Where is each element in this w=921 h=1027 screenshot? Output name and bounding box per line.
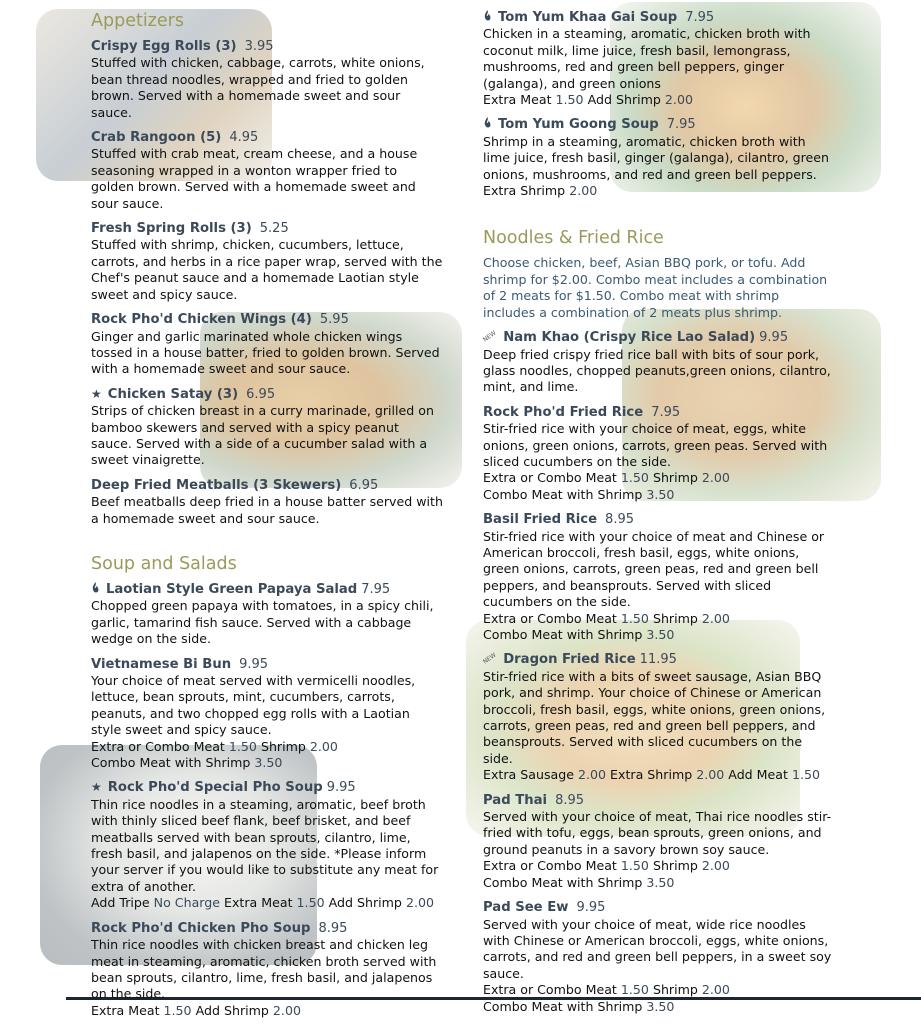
extra-label: Extra Shrimp [483,183,566,199]
extra-label: Extra or Combo Meat [483,858,617,874]
extra-price: 2.00 [701,470,730,486]
extra-price: 1.50 [296,895,325,911]
item-name: Rock Pho'd Chicken Pho Soup [91,920,311,936]
star-icon: ★ [91,780,102,795]
item-description: Ginger and garlic marinated whole chicken wings tossed in a house batter, fried to golden brown. Served with a homemade sweet and sour sauce. [91,328,440,377]
item-price: 8.95 [318,920,348,936]
soup-salads-heading: Soup and Salads [91,553,237,574]
extra-label: Add Shrimp [328,895,402,911]
extra-label: Shrimp [652,858,698,874]
noodles-heading: Noodles & Fried Rice [483,228,664,249]
extra-price: 2.00 [701,858,730,874]
extra-price: 3.50 [646,998,675,1014]
extra-label: Combo Meat with Shrimp [483,486,643,502]
extras-line [483,875,835,891]
extra-price: 3.50 [646,874,675,890]
extras-line [483,999,835,1015]
extra-label: Shrimp [652,982,698,998]
item-name: Rock Pho'd Fried Rice [483,404,644,420]
extras-line [483,767,835,783]
new-badge: NEW [481,652,498,666]
extras-line [483,470,835,486]
extra-label: Extra Meat [91,1002,160,1018]
item-name: Pad See Ew [483,900,569,916]
extra-label: Extra Meat [483,92,552,108]
extra-label: Shrimp [260,738,306,754]
item-name: Tom Yum Goong Soup [498,117,659,133]
item-description: Stir-fried rice with a bits of sweet sausage, Asian BBQ pork, and shrimp. Your choice of Chinese or American broccoli, fresh basil, eggs, white onions, green onions, carrots, green peas, red and green bell peppers, and beansprouts. Served with sliced cucumbers on the side. [483,668,826,766]
item-description: Shrimp in a steaming, aromatic, chicken broth with lime juice, fresh basil, ginger (galanga), cilantro, green onions, mushrooms, and red and green bell peppers. [483,133,829,182]
spicy-pepper-icon [483,10,492,22]
item-price: 7.95 [361,581,391,597]
menu-item [91,656,443,772]
item-description: Stuffed with shrimp, chicken, cucumbers, lettuce, carrots, and herbs in a rice paper wrap, served with the Chef's peanut sauce and a homemade Laotian style sweet and spicy sauce. [91,237,443,302]
item-price: 7.95 [666,117,696,133]
extra-price: 2.00 [309,738,338,754]
extra-label: Combo Meat with Shrimp [483,627,643,642]
item-price: 9.95 [759,330,789,346]
menu-item [91,129,443,212]
menu-item [91,477,443,527]
extras-line [483,183,835,199]
menu-item [483,404,835,503]
extra-label: Extra Meat [224,895,293,911]
menu-item [483,9,835,108]
extras-line [91,1003,443,1019]
extras-line [483,627,835,643]
menu-item [91,386,443,469]
extra-price: No Charge [153,895,220,911]
menu-item [483,116,835,199]
item-name: Rock Pho'd Chicken Wings (4) [91,312,312,328]
extra-label: Combo Meat with Shrimp [483,874,643,890]
new-badge: NEW [481,329,498,344]
item-description: Served with your choice of meat, wide rice noodles with Chinese or American broccoli, eggs, white onions, carrots, and red and green bell peppers, in a sweet soy sauce. [483,916,832,981]
spicy-pepper-icon [91,582,100,594]
extra-price: 1.50 [555,92,584,108]
item-name: Chicken Satay (3) [107,386,239,402]
extras-line [91,739,443,755]
item-price: 4.95 [229,130,259,146]
extra-label: Extra or Combo Meat [483,982,617,998]
item-name: Vietnamese Bi Bun [91,656,232,672]
extra-price: 2.00 [569,183,598,199]
extras-line [91,755,443,771]
menu-item [483,329,835,396]
item-name: Nam Khao (Crispy Rice Lao Salad) [503,330,756,346]
extras-line [483,92,835,108]
extra-label: Add Shrimp [587,92,661,108]
extra-price: 2.00 [664,92,693,108]
appetizers-heading: Appetizers [91,11,184,31]
item-description: Thin rice noodles with chicken breast and chicken leg meat in steaming, aromatic, chicken broth served with bean sprouts, cilantro, lime, fresh basil, and jalapenos on the side. [91,937,437,1002]
item-price: 11.95 [639,652,677,668]
menu-item [91,311,443,378]
extra-label: Combo Meat with Shrimp [483,998,643,1014]
extra-label: Extra or Combo Meat [91,738,225,754]
star-icon: ★ [91,386,102,401]
extra-label: Add Shrimp [195,1002,269,1018]
item-description: Strips of chicken breast in a curry marinade, grilled on bamboo skewers and served with a spicy peanut sauce. Served with a side of a cucumber salad with a sweet vinaigrette. [91,403,434,468]
menu-item [91,220,443,303]
extra-label: Shrimp [652,610,698,626]
item-description: Deep fried crispy fried rice ball with bits of sour pork, glass noodles, chopped peanuts,green onions, cilantro, mint, and lime. [483,346,831,395]
item-name: Crispy Egg Rolls (3) [91,39,237,54]
extra-label: Extra Sausage [483,767,574,783]
extra-price: 1.50 [228,738,257,754]
extras-line [483,611,835,627]
item-name: Crab Rangoon (5) [91,130,222,146]
extras-line [483,858,835,874]
extras-line [91,895,443,911]
item-name: Dragon Fried Rice [503,652,636,668]
extra-price: 1.50 [620,858,649,874]
extra-label: Extra or Combo Meat [483,610,617,626]
extra-price: 1.50 [163,1002,192,1018]
item-description: Chopped green papaya with tomatoes, in a spicy chili, garlic, tamarind fish sauce. Served with a cabbage wedge on the side. [91,598,434,647]
extra-price: 3.50 [254,755,283,771]
item-price: 6.95 [349,477,379,493]
extras-line [483,982,835,998]
menu-item [483,792,835,891]
item-name: Laotian Style Green Papaya Salad [106,581,358,597]
item-name: Rock Pho'd Special Pho Soup [107,780,323,796]
item-description: Served with your choice of meat, Thai rice noodles stir-fried with tofu, eggs, bean sprouts, green onions, and ground peanuts in a savory brown soy sauce. [483,809,832,857]
extra-label: Combo Meat with Shrimp [91,755,251,771]
item-price: 6.95 [246,386,276,402]
item-description: Beef meatballs deep fried in a house batter served with a homemade sweet and sour sauce. [91,494,443,526]
menu-item [483,651,835,783]
extra-label: Add Tripe [91,895,150,911]
extra-price: 1.50 [620,470,649,486]
item-price: 9.95 [576,900,606,916]
item-price: 7.95 [651,404,681,420]
extra-label: Extra Shrimp [610,767,693,783]
extra-price: 2.00 [701,610,730,626]
extras-line [483,487,835,503]
noodles-intro: Choose chicken, beef, Asian BBQ pork, or tofu. Add shrimp for $2.00. Combo meat includes a combination of 2 meats for $1.50. Combo meat with shrimp includes a combination of 2 meats plus shrimp. [483,255,828,320]
item-name: Deep Fried Meatballs (3 Skewers) [91,477,342,493]
extra-price: 3.50 [646,486,675,502]
item-description: Stuffed with chicken, cabbage, carrots, white onions, bean thread noodles, wrapped and fried to golden brown. Served with a homemade sweet and sour sauce. [91,55,425,120]
extra-label: Extra or Combo Meat [483,470,617,486]
extra-price: 3.50 [646,627,675,642]
item-name: Basil Fried Rice [483,512,598,528]
extra-price: 2.00 [272,1002,301,1018]
menu-item [91,779,443,911]
extra-label: Shrimp [652,470,698,486]
item-price: 8.95 [605,512,634,528]
right-column [483,9,835,1023]
spicy-pepper-icon [483,117,492,129]
extra-price: 2.00 [696,767,725,783]
item-name: Pad Thai [483,792,548,808]
left-column [91,10,443,1027]
menu-item [483,899,835,1015]
item-description: Stir-fried rice with your choice of meat, eggs, white onions, green onions, carrots, green peas. Served with sliced cucumbers on the side. [483,421,828,469]
item-description: Stir-fried rice with your choice of meat and Chinese or American broccoli, fresh basil, eggs, white onions, green onions, carrots, green peas, red and green bell peppers, and beansprouts. Served with sliced cucumbers on the side. [483,528,825,610]
extra-price: 2.00 [701,982,730,998]
item-name: Fresh Spring Rolls (3) [91,221,252,237]
extra-price: 2.00 [405,895,434,911]
menu-item [483,511,835,643]
item-price: 3.95 [244,39,274,54]
item-price: 5.95 [319,312,349,328]
item-price: 9.95 [239,656,269,672]
item-description: Chicken in a steaming, aromatic, chicken broth with coconut milk, lime juice, fresh basil, lemongrass, mushrooms, red and green bell peppers, ginger (galanga), and green onions [483,26,811,91]
item-name: Tom Yum Khaa Gai Soup [498,10,678,25]
item-description: Stuffed with crab meat, cream cheese, and a house seasoning wrapped in a wonton wrapper fried to golden brown. Served with a homemade sweet and sour sauce. [91,146,418,211]
item-price: 5.25 [259,221,289,237]
extra-price: 1.50 [620,610,649,626]
item-price: 8.95 [555,792,585,808]
extra-price: 1.50 [791,767,821,783]
menu-item [91,38,443,121]
menu-item [91,920,443,1019]
item-description: Your choice of meat served with vermicelli noodles, lettuce, bean sprouts, mint, cucumbers, carrots, peanuts, and two chopped egg rolls with a Laotian style sweet and spicy sauce. [91,673,416,738]
extra-price: 2.00 [577,767,607,783]
extra-label: Add Meat [728,767,788,783]
item-price: 9.95 [326,780,356,796]
menu-item [91,581,443,648]
extra-price: 1.50 [620,982,649,998]
item-description: Thin rice noodles in a steaming, aromatic, beef broth with thinly sliced beef flank, beef brisket, and beef meatballs served with bean sprouts, cilantro, lime, fresh basil, and jalapenos on the side. *Please inform your server if you would like to substitute any meat for extra of another. [91,796,439,894]
item-price: 7.95 [685,10,715,25]
